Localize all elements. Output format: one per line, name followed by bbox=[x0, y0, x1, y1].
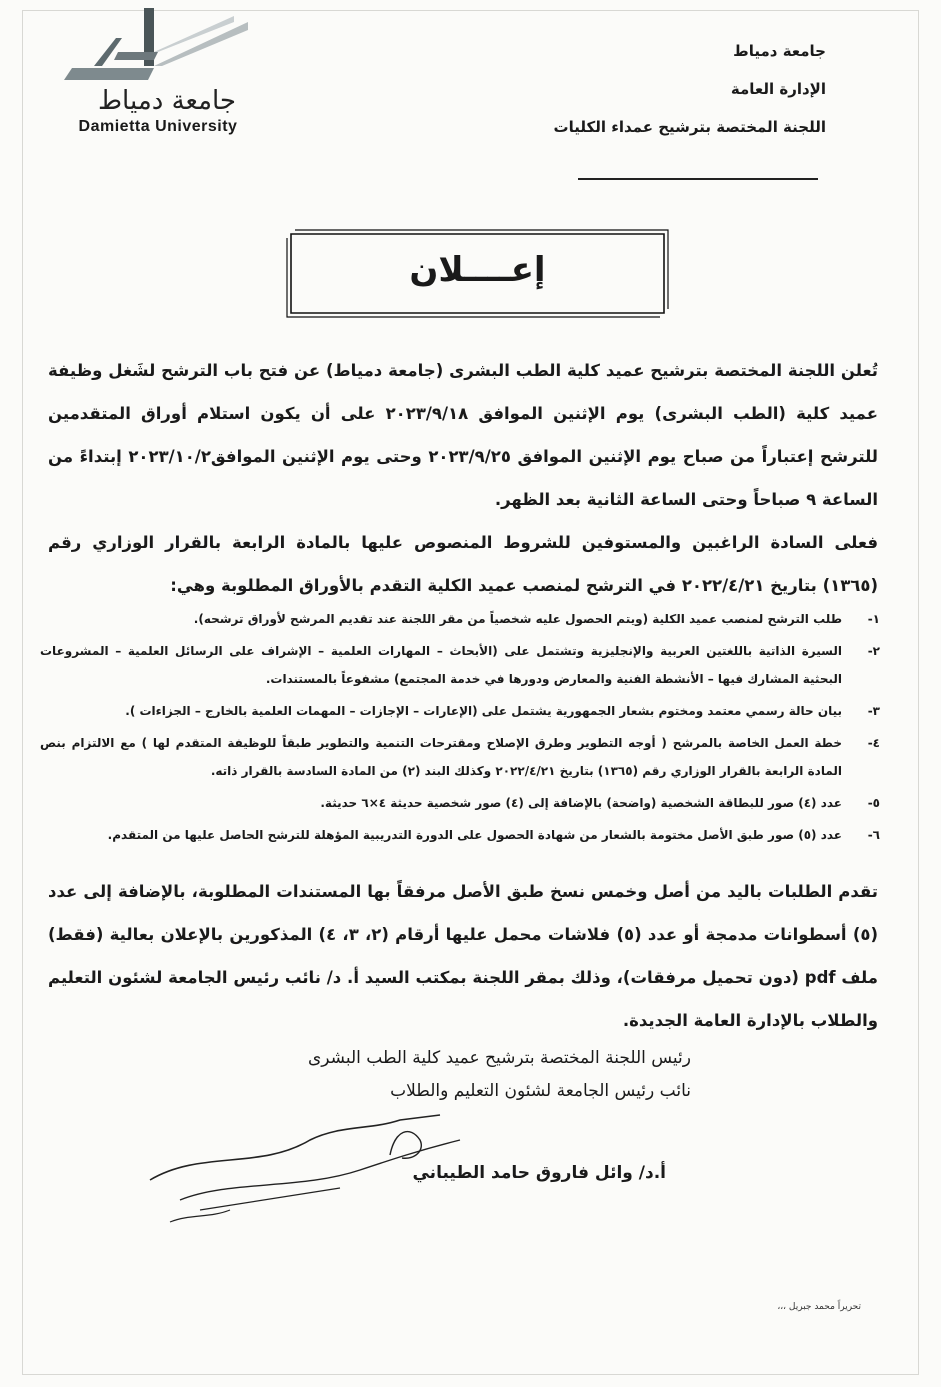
list-item-text: عدد (٤) صور للبطاقة الشخصية (واضحة) بالإضافة إلى (٤) صور شخصية حديثة ٤×٦ حديثة. bbox=[320, 796, 842, 810]
signature-block bbox=[308, 1042, 691, 1108]
org-administration: الإدارة العامة bbox=[730, 80, 826, 98]
list-item bbox=[40, 605, 880, 633]
list-item bbox=[40, 637, 880, 693]
announcement-paragraph-3: تقدم الطلبات باليد من أصل وخمس نسخ طبق الأصل مرفقاً بها المستندات المطلوبة، بالإضافة إلى عدد (٥) أسطوانات مدمجة أو عدد (٥) فلاشات محمل عليها أرقام (٢، ٣، ٤) المذكورين بالإعلان بعالية (فقط) ملف pdf (دون تحميل مرفقات)، وذلك بمقر اللجنة بمكتب السيد أ. د/ نائب رئيس الجامعة لشئون التعليم والطلاب بالإدارة العامة الجديدة. bbox=[48, 882, 878, 1030]
logo-emblem-icon bbox=[58, 8, 258, 98]
list-item bbox=[40, 821, 880, 849]
list-item-number: ٥- bbox=[867, 796, 880, 810]
header-divider bbox=[578, 178, 818, 180]
list-item bbox=[40, 789, 880, 817]
list-item-number: ١- bbox=[867, 612, 880, 626]
list-item bbox=[40, 697, 880, 725]
list-item-text: بيان حالة رسمي معتمد ومختوم بشعار الجمهورية يشتمل على (الإعارات – الإجازات – المهمات العلمية بالخارج – الجزاءات ). bbox=[125, 704, 842, 718]
announcement-title: إعــــلان bbox=[409, 250, 546, 290]
list-item-text: السيرة الذاتية باللغتين العربية والإنجليزية وتشتمل على (الأبحاث – المهارات العلمية – الإشراف على الرسائل العلمية – المشروعات البحثية المشارك فيها – الأنشطة الفنية والمعارض ودورها في خدمة المجتمع) مشفوعاً بالمستندات. bbox=[40, 644, 842, 686]
footer-note: تحريراً محمد جبريل ،،، bbox=[777, 1302, 861, 1312]
org-committee: اللجنة المختصة بترشيح عمداء الكليات bbox=[553, 118, 826, 136]
list-item bbox=[40, 729, 880, 785]
org-university: جامعة دمياط bbox=[733, 42, 826, 60]
list-item-number: ٦- bbox=[867, 828, 880, 842]
signature-title-1: رئيس اللجنة المختصة بترشيح عميد كلية الطب البشرى bbox=[307, 1048, 691, 1068]
list-item-number: ٣- bbox=[867, 704, 880, 718]
announcement-paragraph-1: تُعلن اللجنة المختصة بترشيح عميد كلية الطب البشرى (جامعة دمياط) عن فتح باب الترشح لشَغل وظيفة عميد كلية (الطب البشرى) يوم الإثنين الموافق ٢٠٢٣/٩/١٨ على أن يكون استلام أوراق المتقدمين للترشح إعتباراً من صباح يوم الإثنين الموافق ٢٠٢٣/٩/٢٥ وحتى يوم الإثنين الموافق٢٠٢٣/١٠/٢ إبتداءً من الساعة ٩ صباحاً وحتى الساعة الثانية بعد الظهر. bbox=[48, 361, 878, 509]
list-item-text: طلب الترشح لمنصب عميد الكلية (ويتم الحصول عليه شخصياً من مقر اللجنة عند تقديم المرشح لأوراق ترشحه). bbox=[193, 612, 842, 626]
announcement-title-box bbox=[285, 226, 670, 321]
list-item-number: ٤- bbox=[867, 736, 880, 750]
university-logo bbox=[58, 8, 258, 138]
logo-english-text: Damietta University bbox=[78, 118, 238, 135]
list-item-text: عدد (٥) صور طبق الأصل مختومة بالشعار من شهادة الحصول على الدورة التدريبية المؤهلة للترشح الحاصل عليها من المتقدم. bbox=[107, 828, 842, 842]
list-item-text: خطة العمل الخاصة بالمرشح ( أوجه التطوير وطرق الإصلاح ومقترحات التنمية والتطوير طبقاً للوظيفة المتقدم لها ) مع الالتزام بنص المادة الرابعة بالقرار الوزاري رقم (١٣٦٥) بتاريخ ٢٠٢٢/٤/٢١ وكذلك البند (٢) من المادة السادسة بالقرار ذاته. bbox=[40, 736, 842, 778]
logo-arabic-text: جامعة دمياط bbox=[98, 86, 236, 116]
requirements-list bbox=[40, 605, 880, 853]
organization-header bbox=[554, 32, 826, 146]
announcement-paragraph-2: فعلى السادة الراغبين والمستوفين للشروط المنصوص عليها بالمادة الرابعة بالقرار الوزاري رقم (١٣٦٥) بتاريخ ٢٠٢٢/٤/٢١ في الترشح لمنصب عميد الكلية التقدم بالأوراق المطلوبة وهي: bbox=[48, 533, 878, 595]
list-item-number: ٢- bbox=[867, 644, 880, 658]
signer-name: أ.د/ وائل فاروق حامد الطيباني bbox=[412, 1163, 666, 1183]
signature-title-2: نائب رئيس الجامعة لشئون التعليم والطلاب bbox=[390, 1081, 691, 1101]
